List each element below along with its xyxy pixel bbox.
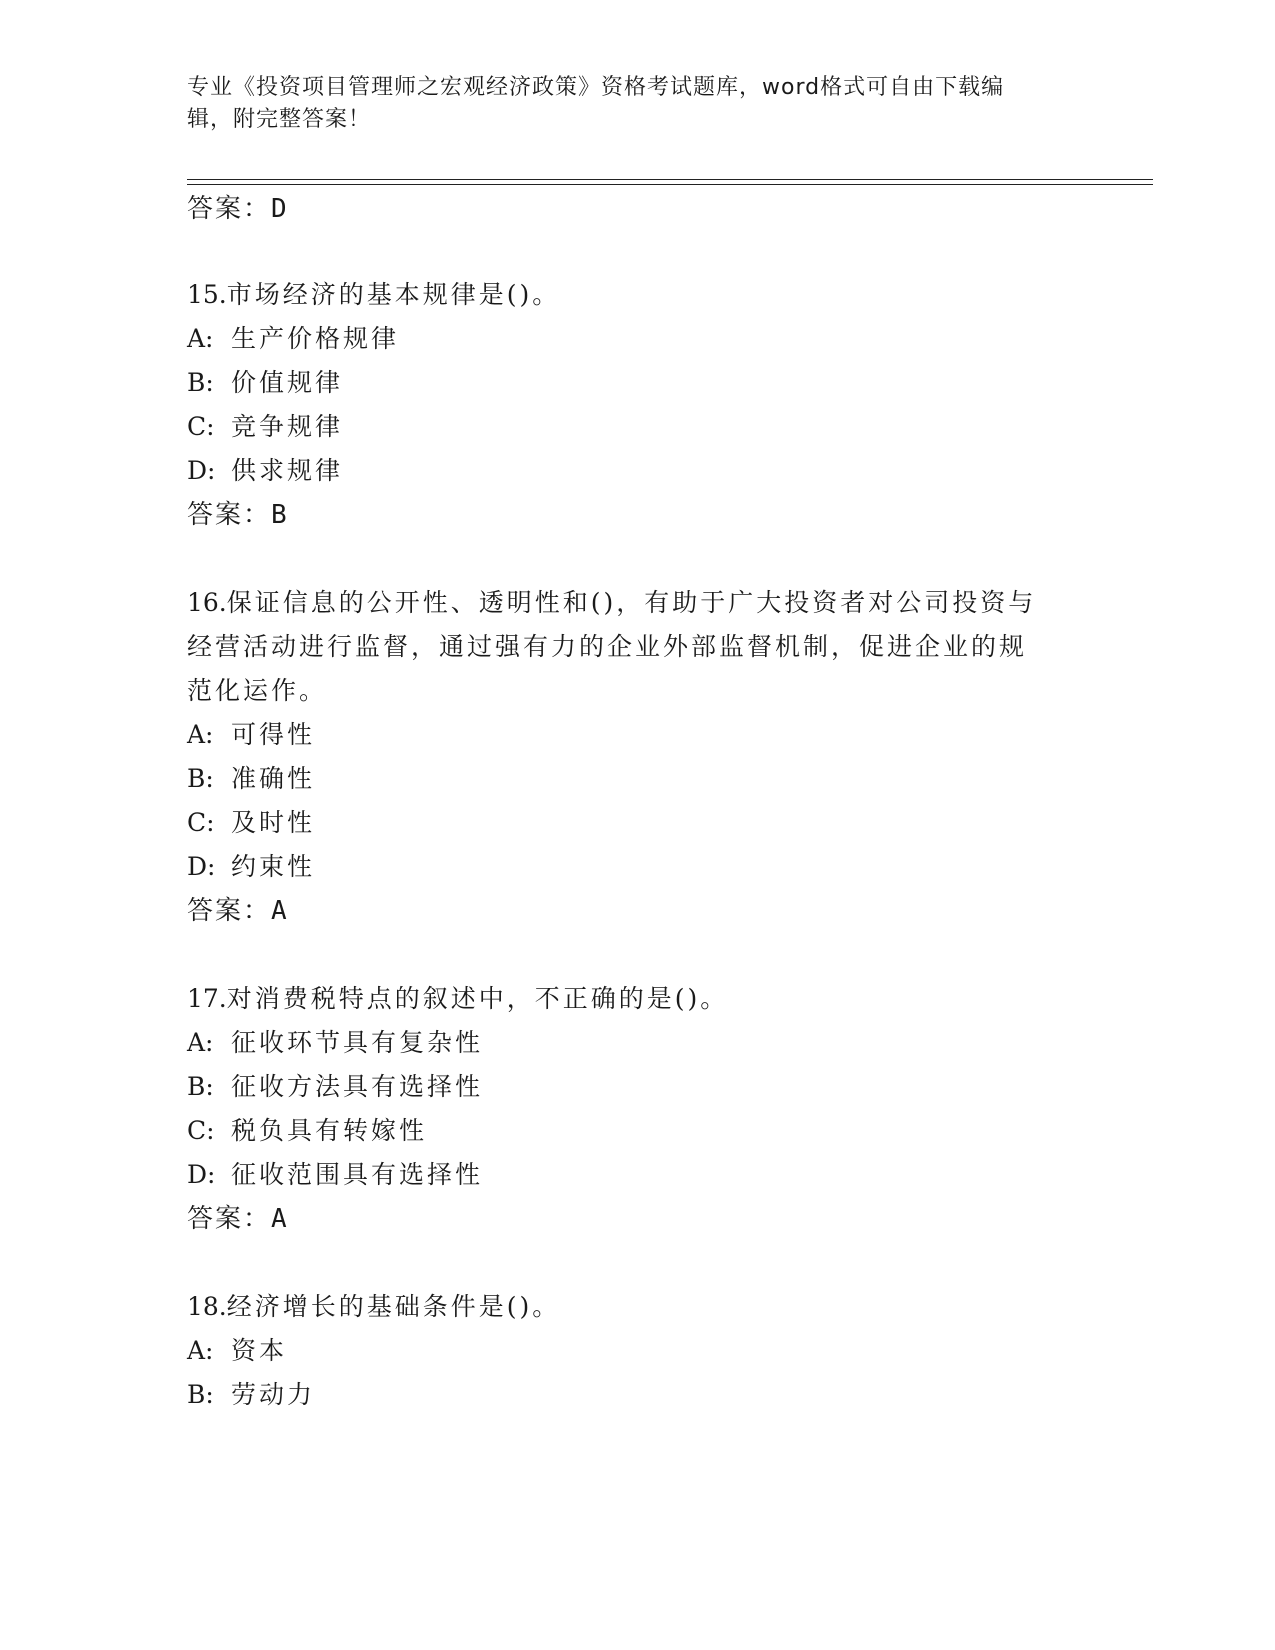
question-16-option-a [187,712,315,758]
question-17-option-b [187,1064,483,1110]
question-text: 保证信息的公开性、透明性和()，有助于广大投资者对公司投资与 [226,588,1037,617]
question-17-answer [187,1196,289,1242]
answer-label: 答案： [187,500,272,530]
question-17-option-a [187,1020,483,1066]
answer-label: 答案： [187,896,272,926]
question-15-answer [187,492,289,538]
question-15-option-b [187,360,343,406]
question-16-option-b [187,756,315,802]
answer-value: D [271,194,289,224]
answer-value: B [271,500,289,530]
question-16-option-c [187,800,315,846]
question-16-line-1 [187,580,1036,626]
question-18-option-b [187,1372,315,1418]
question-16-option-d [187,844,315,890]
option-text: 供求规律 [231,456,344,485]
option-letter: A: [187,720,214,749]
option-letter: B: [187,764,214,793]
question-number: 17. [187,984,227,1013]
question-number: 15. [187,280,227,309]
option-text: 征收方法具有选择性 [231,1072,484,1101]
question-15-option-d [187,448,343,494]
option-letter: D: [187,1160,216,1189]
option-letter: C: [187,412,215,441]
option-letter: A: [187,1336,214,1365]
question-16-line-3: 范化运作。 [187,676,328,705]
option-text: 资本 [231,1336,288,1365]
header-divider-bottom [187,184,1153,185]
option-text: 价值规律 [231,368,344,397]
option-text: 及时性 [231,808,316,837]
option-letter: A: [187,1028,214,1057]
option-text: 竞争规律 [231,412,344,441]
header-divider-top [187,179,1153,180]
answer-value: A [271,896,289,926]
option-text: 劳动力 [231,1380,316,1409]
answer-value: A [271,1204,289,1234]
option-letter: D: [187,456,216,485]
option-text: 生产价格规律 [231,324,400,353]
question-text: 经济增长的基础条件是()。 [226,1292,561,1321]
header-line-1: 专业《投资项目管理师之宏观经济政策》资格考试题库，word格式可自由下载编 [187,75,1005,100]
option-letter: C: [187,808,215,837]
question-15-option-a [187,316,399,362]
question-17-option-c [187,1108,427,1154]
option-letter: A: [187,324,214,353]
option-text: 约束性 [231,852,316,881]
option-text: 准确性 [231,764,316,793]
question-text: 对消费税特点的叙述中，不正确的是()。 [226,984,729,1013]
answer-label: 答案： [187,1204,272,1234]
question-text: 市场经济的基本规律是()。 [226,280,561,309]
answer-label: 答案： [187,194,272,224]
question-15-option-c [187,404,343,450]
question-17-line-1 [187,976,728,1022]
question-18-line-1 [187,1284,560,1330]
question-number: 16. [187,588,227,617]
question-16-line-2: 经营活动进行监督，通过强有力的企业外部监督机制，促进企业的规 [187,632,1028,661]
question-15-line-1 [187,272,560,318]
document-header [187,72,1067,136]
question-17-option-d [187,1152,483,1198]
option-letter: B: [187,1072,214,1101]
option-text: 可得性 [231,720,316,749]
header-line-2: 辑，附完整答案！ [187,107,372,132]
question-number: 18. [187,1292,227,1321]
option-letter: B: [187,368,214,397]
answer-line [187,186,289,232]
option-text: 征收范围具有选择性 [231,1160,484,1189]
option-letter: C: [187,1116,215,1145]
option-text: 税负具有转嫁性 [231,1116,428,1145]
option-letter: D: [187,852,216,881]
question-16-answer [187,888,289,934]
question-18-option-a [187,1328,287,1374]
option-text: 征收环节具有复杂性 [231,1028,484,1057]
option-letter: B: [187,1380,214,1409]
